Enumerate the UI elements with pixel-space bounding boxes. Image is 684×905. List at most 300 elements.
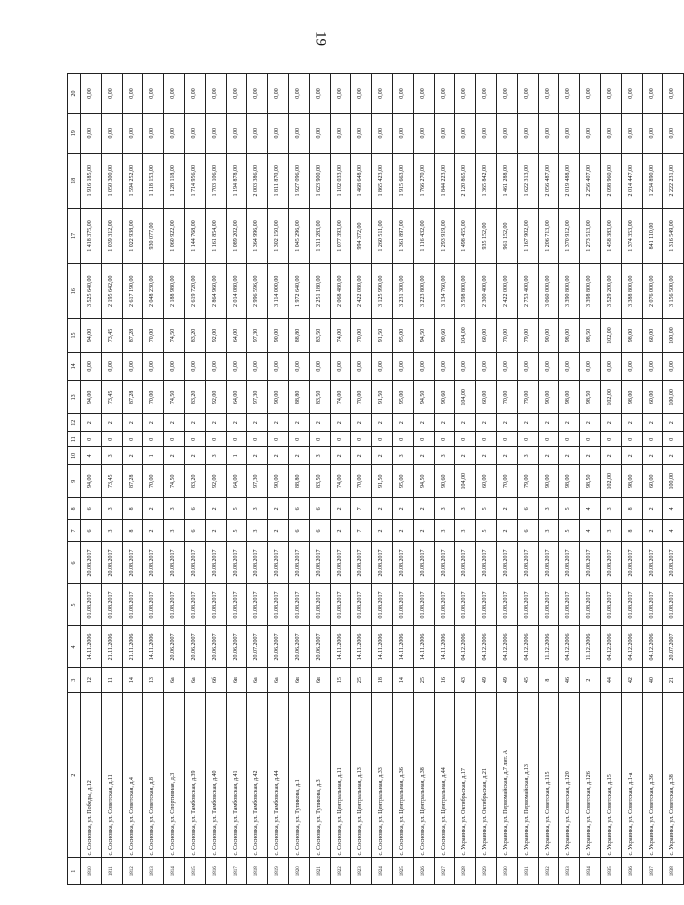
column-header: 16 bbox=[68, 264, 81, 319]
column-header: 20 bbox=[68, 74, 81, 114]
table-row bbox=[184, 74, 205, 885]
table-cell: 0,00 bbox=[372, 113, 393, 153]
table-cell: 5 bbox=[476, 498, 497, 520]
table-cell: 95,00 bbox=[392, 381, 413, 414]
table-cell: 87,28 bbox=[122, 319, 143, 352]
table-cell: 8 bbox=[122, 520, 143, 542]
table-cell: 0 bbox=[538, 432, 559, 447]
table-cell: 2 195 642,00 bbox=[101, 264, 122, 319]
table-cell: 2 bbox=[143, 520, 164, 542]
table-cell: 1 102 033,00 bbox=[330, 153, 351, 208]
table-cell: 0,00 bbox=[434, 74, 455, 114]
table-cell: 20.06.2007 bbox=[288, 626, 309, 668]
table-cell: 2 bbox=[496, 447, 517, 465]
table-cell: 0 bbox=[642, 432, 663, 447]
table-cell: 97,30 bbox=[247, 381, 268, 414]
table-cell: 104,00 bbox=[455, 319, 476, 352]
table-cell: 40 bbox=[642, 668, 663, 692]
table-cell: 8 bbox=[621, 498, 642, 520]
table-cell: 3 bbox=[205, 447, 226, 465]
table-cell: 15 bbox=[330, 668, 351, 692]
table-cell: 20.08.2017 bbox=[351, 542, 372, 584]
table-cell: 0,00 bbox=[455, 113, 476, 153]
table-cell: с. Украинка, ул. Первомайская, д.7 лит. А bbox=[496, 692, 517, 858]
table-cell: 2 bbox=[372, 414, 393, 432]
table-cell: 1820 bbox=[288, 858, 309, 885]
table-cell: 3 bbox=[517, 447, 538, 465]
table-cell: 90,00 bbox=[538, 465, 559, 498]
table-cell: 20.06.2007 bbox=[205, 626, 226, 668]
table-cell: 21 bbox=[663, 668, 684, 692]
table-cell: 01.08.2017 bbox=[288, 584, 309, 626]
table-cell: 104,00 bbox=[455, 465, 476, 498]
table-cell: 04.12.2006 bbox=[600, 626, 621, 668]
table-cell: 2 bbox=[309, 414, 330, 432]
table-cell: 3 bbox=[247, 520, 268, 542]
table-cell: 98,00 bbox=[559, 381, 580, 414]
table-cell: 0 bbox=[330, 432, 351, 447]
table-cell: 01.08.2017 bbox=[164, 584, 185, 626]
table-cell: 2 bbox=[413, 447, 434, 465]
table-cell: 0,00 bbox=[247, 113, 268, 153]
table-cell: 73,45 bbox=[101, 381, 122, 414]
table-cell: 0,00 bbox=[184, 74, 205, 114]
table-cell: 1813 bbox=[143, 858, 164, 885]
table-cell: 64,00 bbox=[226, 465, 247, 498]
table-cell: 97,30 bbox=[247, 465, 268, 498]
table-cell: 14.11.2006 bbox=[372, 626, 393, 668]
table-cell: 94,50 bbox=[413, 381, 434, 414]
table-cell: 98,00 bbox=[621, 381, 642, 414]
table-cell: 2 bbox=[476, 447, 497, 465]
table-cell: 3 114 000,00 bbox=[268, 264, 289, 319]
table-cell: 3 388 800,00 bbox=[621, 264, 642, 319]
table-cell: 0,00 bbox=[580, 352, 601, 381]
table-cell: 1830 bbox=[496, 858, 517, 885]
table-cell: с. Сосновка, ул. Тупикова, д.1 bbox=[288, 692, 309, 858]
table-cell: 1 703 106,00 bbox=[205, 153, 226, 208]
table-cell: 1 bbox=[143, 447, 164, 465]
table-cell: 1 302 150,00 bbox=[268, 208, 289, 263]
table-cell: 1828 bbox=[455, 858, 476, 885]
table-cell: 6в bbox=[309, 668, 330, 692]
table-cell: 0,00 bbox=[642, 74, 663, 114]
table-cell: с. Сосновка, ул. Советская, д.8 bbox=[143, 692, 164, 858]
table-cell: 12 bbox=[81, 668, 102, 692]
table-cell: 20.08.2017 bbox=[268, 542, 289, 584]
table-cell: 3 bbox=[538, 498, 559, 520]
table-cell: 2 bbox=[268, 447, 289, 465]
table-cell: с. Сосновка, ул. Тамбовская, д.39 bbox=[184, 692, 205, 858]
table-row bbox=[309, 74, 330, 885]
table-cell: 2 bbox=[413, 414, 434, 432]
table-row bbox=[559, 74, 580, 885]
table-cell: 1 077 393,00 bbox=[330, 208, 351, 263]
table-cell: 2 bbox=[392, 498, 413, 520]
table-cell: 91,50 bbox=[372, 465, 393, 498]
table-cell: 0,00 bbox=[205, 113, 226, 153]
table-cell: 1 050 300,00 bbox=[101, 153, 122, 208]
table-cell: 3 bbox=[434, 520, 455, 542]
table-cell: 0,00 bbox=[351, 74, 372, 114]
table-cell: 2 300 400,00 bbox=[476, 264, 497, 319]
table-cell: 1819 bbox=[268, 858, 289, 885]
table-cell: 961 152,00 bbox=[496, 208, 517, 263]
table-cell: 0,00 bbox=[434, 113, 455, 153]
table-cell: 0,00 bbox=[392, 74, 413, 114]
table-cell: 0,00 bbox=[122, 352, 143, 381]
table-cell: 1833 bbox=[559, 858, 580, 885]
table-cell: 4 bbox=[663, 520, 684, 542]
table-cell: 1 bbox=[226, 447, 247, 465]
table-cell: 2 bbox=[143, 498, 164, 520]
table-cell: 0,00 bbox=[205, 74, 226, 114]
table-cell: 0,00 bbox=[184, 113, 205, 153]
table-cell: с. Украинка, ул. Советская, д.115 bbox=[538, 692, 559, 858]
table-cell: 14 bbox=[122, 668, 143, 692]
table-cell: 0 bbox=[392, 432, 413, 447]
table-cell: 0,00 bbox=[288, 352, 309, 381]
table-cell: 6 bbox=[81, 498, 102, 520]
table-cell: 6 bbox=[517, 498, 538, 520]
table-cell: 2 bbox=[580, 447, 601, 465]
table-cell: 90,00 bbox=[268, 465, 289, 498]
table-cell: 6а bbox=[164, 668, 185, 692]
table-cell: 0 bbox=[143, 432, 164, 447]
table-cell: 20.08.2017 bbox=[496, 542, 517, 584]
table-cell: 1 498 455,00 bbox=[455, 208, 476, 263]
table-cell: 73,45 bbox=[101, 465, 122, 498]
table-cell: 0,00 bbox=[330, 352, 351, 381]
table-cell: 20.08.2017 bbox=[600, 542, 621, 584]
table-cell: с. Сосновка, ул. Тамбовская, д.44 bbox=[268, 692, 289, 858]
table-cell: 5 bbox=[476, 520, 497, 542]
table-cell: 01.08.2017 bbox=[621, 584, 642, 626]
table-cell: 90,00 bbox=[538, 319, 559, 352]
table-cell: 0,00 bbox=[330, 74, 351, 114]
table-cell: 83,20 bbox=[184, 381, 205, 414]
table-cell: 6 bbox=[184, 520, 205, 542]
table-cell: 0,00 bbox=[642, 113, 663, 153]
table-cell: 2 bbox=[351, 414, 372, 432]
table-cell: с. Сосновка, ул. Советская, д.11 bbox=[101, 692, 122, 858]
table-cell: 43 bbox=[455, 668, 476, 692]
table-cell: 20.06.2007 bbox=[184, 626, 205, 668]
table-cell: 1 622 313,00 bbox=[517, 153, 538, 208]
table-cell: 1816 bbox=[205, 858, 226, 885]
table-cell: 92,00 bbox=[205, 381, 226, 414]
table-cell: 0,00 bbox=[164, 113, 185, 153]
page-number: 19 bbox=[312, 31, 329, 46]
column-header: 12 bbox=[68, 414, 81, 432]
table-cell: 01.08.2017 bbox=[455, 584, 476, 626]
table-cell: 2 120 865,00 bbox=[455, 153, 476, 208]
table-cell: 1822 bbox=[330, 858, 351, 885]
table-cell: 7 bbox=[351, 498, 372, 520]
table-cell: 2 bbox=[184, 447, 205, 465]
table-cell: 2 bbox=[268, 498, 289, 520]
table-cell: 0 bbox=[309, 432, 330, 447]
table-cell: с. Сосновка, ул. Центральная, д.44 bbox=[434, 692, 455, 858]
column-header: 10 bbox=[68, 447, 81, 465]
table-cell: 2 098 960,00 bbox=[600, 153, 621, 208]
table-cell: 60,00 bbox=[642, 465, 663, 498]
table-row bbox=[122, 74, 143, 885]
table-cell: 20.08.2017 bbox=[538, 542, 559, 584]
table-row bbox=[580, 74, 601, 885]
table-cell: 3 bbox=[434, 447, 455, 465]
table-cell: 1 865 423,00 bbox=[372, 153, 393, 208]
table-cell: 3 bbox=[600, 498, 621, 520]
table-cell: 21.11.2006 bbox=[101, 626, 122, 668]
table-cell: 0 bbox=[600, 432, 621, 447]
table-cell: 2 bbox=[621, 447, 642, 465]
table-cell: 94,50 bbox=[413, 319, 434, 352]
table-cell: 83,50 bbox=[309, 381, 330, 414]
table-cell: 0,00 bbox=[496, 74, 517, 114]
table-row bbox=[413, 74, 434, 885]
table-cell: 2 014 080,00 bbox=[226, 264, 247, 319]
table-cell: 2 003 386,00 bbox=[247, 153, 268, 208]
table-row bbox=[101, 74, 122, 885]
table-cell: 20.08.2017 bbox=[621, 542, 642, 584]
table-cell: 0 bbox=[413, 432, 434, 447]
table-cell: 49 bbox=[476, 668, 497, 692]
table-cell: 70,00 bbox=[143, 465, 164, 498]
table-cell: 0,00 bbox=[226, 113, 247, 153]
table-cell: 3 bbox=[455, 520, 476, 542]
table-row bbox=[351, 74, 372, 885]
table-cell: 20.08.2017 bbox=[288, 542, 309, 584]
table-cell: 2 bbox=[559, 414, 580, 432]
table-cell: 0,00 bbox=[309, 352, 330, 381]
table-cell: 2 bbox=[330, 447, 351, 465]
table-cell: 0 bbox=[184, 432, 205, 447]
table-cell: 0,00 bbox=[517, 352, 538, 381]
table-cell: 2 bbox=[268, 414, 289, 432]
table-cell: 6 bbox=[309, 520, 330, 542]
table-cell: 1 022 938,00 bbox=[122, 208, 143, 263]
table-cell: 2 bbox=[517, 414, 538, 432]
table-cell: 01.08.2017 bbox=[496, 584, 517, 626]
table-cell: 2 bbox=[413, 498, 434, 520]
table-cell: 20.08.2017 bbox=[517, 542, 538, 584]
table-cell: 1817 bbox=[226, 858, 247, 885]
table-cell: 01.08.2017 bbox=[434, 584, 455, 626]
table-cell: 1 594 252,00 bbox=[122, 153, 143, 208]
table-cell: 2 bbox=[81, 414, 102, 432]
table-cell: 25 bbox=[351, 668, 372, 692]
table-cell: 04.12.2006 bbox=[517, 626, 538, 668]
table-cell: 6в bbox=[226, 668, 247, 692]
table-cell: с. Украинка, ул. Первомайская, д.13 bbox=[517, 692, 538, 858]
table-cell: с. Украинка, ул. Октябрьская, д.17 bbox=[455, 692, 476, 858]
table-cell: 94,00 bbox=[81, 319, 102, 352]
table-cell: 0,00 bbox=[268, 74, 289, 114]
table-cell: 74,00 bbox=[330, 465, 351, 498]
table-cell: 0,00 bbox=[600, 113, 621, 153]
table-cell: 2 bbox=[205, 414, 226, 432]
table-cell: 64,00 bbox=[226, 319, 247, 352]
table-row bbox=[81, 74, 102, 885]
table-cell: 0,00 bbox=[81, 74, 102, 114]
table-cell: 74,50 bbox=[164, 381, 185, 414]
table-cell: 01.08.2017 bbox=[351, 584, 372, 626]
table-cell: 90,60 bbox=[434, 381, 455, 414]
table-cell: 88,80 bbox=[288, 319, 309, 352]
table-cell: 20.08.2017 bbox=[309, 542, 330, 584]
table-cell: 2 bbox=[351, 447, 372, 465]
table-cell: 1 167 902,00 bbox=[517, 208, 538, 263]
table-cell: 2 bbox=[101, 414, 122, 432]
table-cell: с. Сосновка, ул. Центральная, д.36 bbox=[392, 692, 413, 858]
table-cell: 64,00 bbox=[226, 381, 247, 414]
table-cell: 20.06.2007 bbox=[226, 626, 247, 668]
table-cell: 20.08.2017 bbox=[392, 542, 413, 584]
table-cell: 60,00 bbox=[642, 381, 663, 414]
table-cell: 3 bbox=[434, 498, 455, 520]
table-cell: 2 bbox=[330, 414, 351, 432]
table-cell: 0,00 bbox=[143, 74, 164, 114]
table-cell: 0,00 bbox=[476, 113, 497, 153]
table-cell: 0 bbox=[434, 432, 455, 447]
table-cell: 1 461 288,00 bbox=[496, 153, 517, 208]
table-cell: 2 bbox=[559, 447, 580, 465]
table-cell: 100,00 bbox=[663, 465, 684, 498]
table-cell: 97,30 bbox=[247, 319, 268, 352]
table-cell: 3 bbox=[164, 498, 185, 520]
table-cell: 2 617 190,00 bbox=[122, 264, 143, 319]
table-cell: 98,50 bbox=[580, 381, 601, 414]
table-cell: 3 398 800,00 bbox=[580, 264, 601, 319]
table-cell: 1818 bbox=[247, 858, 268, 885]
table-cell: 1823 bbox=[351, 858, 372, 885]
table-cell: 4 bbox=[81, 447, 102, 465]
table-cell: 3 bbox=[600, 520, 621, 542]
table-cell: 98,00 bbox=[621, 319, 642, 352]
table-cell: 20.06.2007 bbox=[309, 626, 330, 668]
table-cell: с. Сосновка, ул. Тамбовская, д.40 bbox=[205, 692, 226, 858]
table-cell: 1 418 375,00 bbox=[81, 208, 102, 263]
table-cell: 0,00 bbox=[496, 352, 517, 381]
table-row bbox=[538, 74, 559, 885]
table-cell: 2 bbox=[455, 447, 476, 465]
table-cell: 0,00 bbox=[517, 74, 538, 114]
table-cell: 6 bbox=[81, 520, 102, 542]
column-header: 9 bbox=[68, 465, 81, 498]
table-cell: 0,00 bbox=[309, 113, 330, 153]
table-cell: 0,00 bbox=[143, 352, 164, 381]
table-cell: 25 bbox=[413, 668, 434, 692]
table-cell: 0,00 bbox=[621, 352, 642, 381]
table-cell: 2 bbox=[226, 414, 247, 432]
table-cell: 0 bbox=[372, 432, 393, 447]
table-cell: 1834 bbox=[580, 858, 601, 885]
table-cell: 1 766 270,00 bbox=[413, 153, 434, 208]
table-cell: 935 152,00 bbox=[476, 208, 497, 263]
table-cell: 20.08.2017 bbox=[247, 542, 268, 584]
table-cell: 70,00 bbox=[143, 381, 164, 414]
table-cell: 0 bbox=[122, 432, 143, 447]
table-cell: 2 256 407,00 bbox=[580, 153, 601, 208]
table-cell: 1825 bbox=[392, 858, 413, 885]
table-cell: 01.08.2017 bbox=[226, 584, 247, 626]
table-cell: 60,00 bbox=[476, 319, 497, 352]
table-cell: 20.08.2017 bbox=[81, 542, 102, 584]
table-cell: 01.08.2017 bbox=[413, 584, 434, 626]
table-cell: 0,00 bbox=[496, 113, 517, 153]
table-cell: 0 bbox=[476, 432, 497, 447]
table-cell: 1 316 549,00 bbox=[663, 208, 684, 263]
table-cell: с. Сосновка, ул. Центральная, д.38 bbox=[413, 692, 434, 858]
table-cell: 2 076 000,00 bbox=[642, 264, 663, 319]
table-body bbox=[81, 74, 684, 885]
table-row bbox=[663, 74, 684, 885]
table-cell: 49 bbox=[496, 668, 517, 692]
table-cell: 2 422 080,00 bbox=[351, 264, 372, 319]
table-cell: 0,00 bbox=[184, 352, 205, 381]
table-cell: 3 529 200,00 bbox=[600, 264, 621, 319]
table-cell: 0 bbox=[621, 432, 642, 447]
table-cell: 0,00 bbox=[247, 352, 268, 381]
table-cell: 2 014 447,00 bbox=[621, 153, 642, 208]
table-cell: 2 bbox=[496, 520, 517, 542]
table-cell: 0,00 bbox=[621, 113, 642, 153]
table-cell: 1821 bbox=[309, 858, 330, 885]
table-cell: 70,00 bbox=[143, 319, 164, 352]
table-cell: 73,45 bbox=[101, 319, 122, 352]
table-cell: 2 056 487,00 bbox=[538, 153, 559, 208]
column-header: 13 bbox=[68, 381, 81, 414]
table-cell: 0,00 bbox=[164, 352, 185, 381]
table-cell: 3 bbox=[101, 520, 122, 542]
table-cell: 0,00 bbox=[580, 113, 601, 153]
table-cell: 1 370 912,00 bbox=[559, 208, 580, 263]
table-cell: 3 125 990,00 bbox=[372, 264, 393, 319]
table-cell: 0,00 bbox=[663, 352, 684, 381]
table-cell: 0,00 bbox=[268, 352, 289, 381]
table-cell: 0,00 bbox=[101, 113, 122, 153]
table-cell: 01.08.2017 bbox=[101, 584, 122, 626]
table-cell: 1 916 185,00 bbox=[81, 153, 102, 208]
table-cell: с. Сосновка, ул. Победы, д.12 bbox=[81, 692, 102, 858]
table-cell: с. Украинка, ул. Советская, д.38 bbox=[663, 692, 684, 858]
table-cell: 1838 bbox=[663, 858, 684, 885]
table-cell: 2 bbox=[372, 520, 393, 542]
table-cell: 5 bbox=[226, 520, 247, 542]
table-cell: 2 bbox=[288, 414, 309, 432]
table-cell: 14.11.2006 bbox=[330, 626, 351, 668]
table-cell: с. Украинка, ул. Октябрьская, д.21 bbox=[476, 692, 497, 858]
table-cell: 01.08.2017 bbox=[330, 584, 351, 626]
table-cell: с. Украинка, ул. Советская, д.120 bbox=[559, 692, 580, 858]
table-cell: 0,00 bbox=[600, 74, 621, 114]
column-header: 1 bbox=[68, 858, 81, 885]
table-cell: с. Украинка, ул. Советская, д.1-а bbox=[621, 692, 642, 858]
table-cell: 20.08.2017 bbox=[122, 542, 143, 584]
table-cell: 2 bbox=[642, 447, 663, 465]
table-cell: 102,00 bbox=[600, 319, 621, 352]
table-cell: 6а bbox=[184, 668, 205, 692]
table-cell: 8 bbox=[621, 520, 642, 542]
table-cell: 0,00 bbox=[455, 352, 476, 381]
table-cell: 5 bbox=[226, 498, 247, 520]
table-cell: 14.11.2006 bbox=[143, 626, 164, 668]
table-cell: 2 619 720,00 bbox=[184, 264, 205, 319]
table-cell: 2 bbox=[164, 447, 185, 465]
table-cell: 2 bbox=[642, 414, 663, 432]
table-cell: 1829 bbox=[476, 858, 497, 885]
